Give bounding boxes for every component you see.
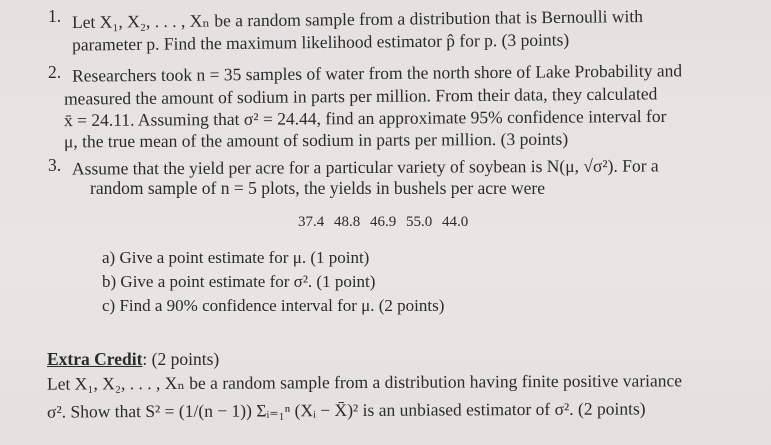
extra-credit-title: Extra Credit [47, 349, 143, 369]
problem-text: random sample of n = 5 plots, the yields in bushels per acre were [90, 178, 546, 198]
problem-number: 1. [48, 6, 62, 26]
problem-number: 3. [48, 155, 62, 175]
problem-text: Researchers took n = 35 samples of water from the north shore of Lake Probability and [71, 60, 683, 86]
part-b: b) Give a point estimate for σ². (1 point) [102, 272, 376, 291]
extra-credit-points: : (2 points) [142, 349, 220, 369]
problem-number: 2. [48, 62, 62, 82]
problem-text: Let X₁, X₂, . . . , Xₙ be a random sample from a distribution that is Bernoulli with [71, 6, 644, 32]
extra-credit-heading [47, 349, 219, 369]
problem-text: parameter p. Find the maximum likelihood estimator p̂ for p. (3 points) [71, 29, 570, 55]
part-c: c) Find a 90% confidence interval for μ. (2 points) [102, 296, 445, 315]
part-a: a) Give a point estimate for μ. (1 point) [102, 248, 370, 267]
extra-credit-text: σ². Show that S² = (1/(n − 1)) Σᵢ₌₁ⁿ (Xᵢ − X̄)² is an unbiased estimator of σ². (2 points) [46, 398, 646, 422]
yield-data: 37.4 48.8 46.9 55.0 44.0 [298, 214, 469, 230]
problem-text: μ, the true mean of the amount of sodium in parts per million. (3 points) [63, 128, 569, 152]
problem-text: Assume that the yield per acre for a particular variety of soybean is N(μ, √σ²). For a [71, 155, 659, 179]
problem-text: x̄ = 24.11. Assuming that σ² = 24.44, find an approximate 95% confidence interval for [63, 105, 667, 131]
problem-text: measured the amount of sodium in parts per million. From their data, they calculated [63, 83, 658, 109]
extra-credit-text: Let X₁, X₂, . . . , Xₙ be a random sample from a distribution having finite positive variance [46, 370, 683, 394]
